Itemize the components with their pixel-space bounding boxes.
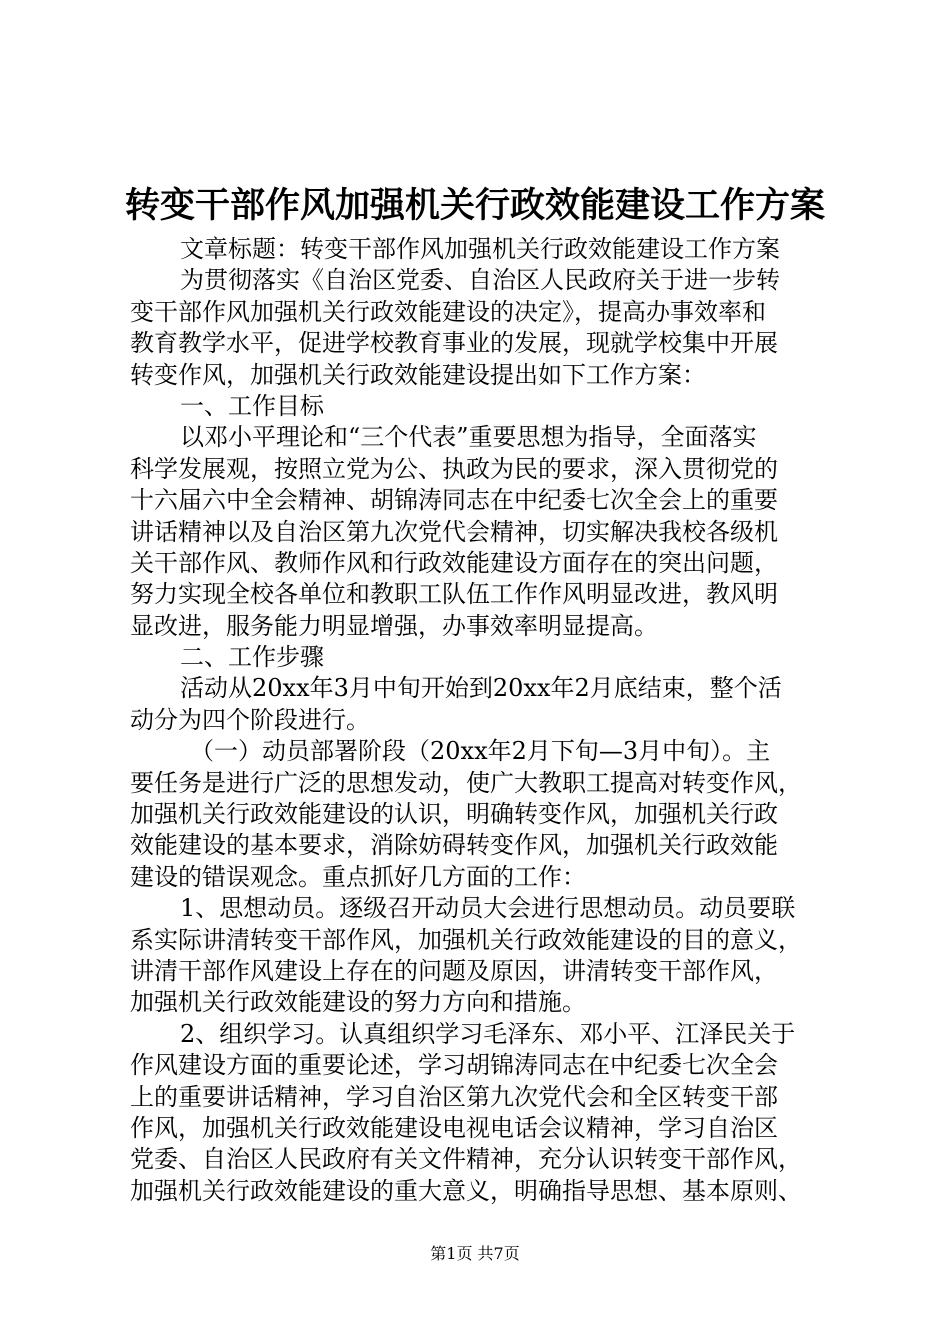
body-line: 以邓小平理论和“三个代表”重要思想为指导，全面落实	[180, 423, 757, 452]
body-line: （一）动员部署阶段（20xx年2月下旬—3月中旬）。主	[190, 737, 771, 766]
body-line: 科学发展观，按照立党为公、执政为民的要求，深入贯彻党的	[130, 454, 778, 483]
body-line: 讲话精神以及自治区第九次党代会精神，切实解决我校各级机	[130, 517, 778, 546]
body-line: 动分为四个阶段进行。	[130, 705, 370, 734]
body-line: 讲清干部作风建设上存在的问题及原因，讲清转变干部作风，	[130, 956, 778, 985]
body-line: 一、工作目标	[180, 391, 324, 420]
body-line: 系实际讲清转变干部作风，加强机关行政效能建设的目的意义，	[130, 925, 802, 954]
body-line: 为贯彻落实《自治区党委、自治区人民政府关于进一步转	[180, 266, 780, 295]
body-line: 要任务是进行广泛的思想发动，使广大教职工提高对转变作风，	[130, 768, 802, 797]
body-line: 加强机关行政效能建设的认识，明确转变作风，加强机关行政	[130, 800, 778, 829]
body-line: 显改进，服务能力明显增强，办事效率明显提高。	[130, 611, 658, 640]
body-line: 关干部作风、教师作风和行政效能建设方面存在的突出问题，	[130, 548, 778, 577]
body-line: 教育教学水平，促进学校教育事业的发展，现就学校集中开展	[130, 329, 778, 358]
body-line: 变干部作风加强机关行政效能建设的决定》，提高办事效率和	[130, 297, 766, 326]
body-line: 作风建设方面的重要论述，学习胡锦涛同志在中纪委七次全会	[130, 1051, 778, 1080]
body-line: 2、组织学习。认真组织学习毛泽东、邓小平、江泽民关于	[180, 1019, 796, 1048]
body-line: 效能建设的基本要求，消除妨碍转变作风，加强机关行政效能	[130, 831, 778, 860]
body-line: 二、工作步骤	[180, 643, 324, 672]
body-line: 建设的错误观念。重点抓好几方面的工作：	[130, 862, 586, 891]
body-line: 党委、自治区人民政府有关文件精神，充分认识转变干部作风，	[130, 1145, 802, 1174]
body-line: 活动从20xx年3月中旬开始到20xx年2月底结束，整个活	[180, 674, 782, 703]
document-title: 转变干部作风加强机关行政效能建设工作方案	[124, 186, 825, 226]
body-line: 努力实现全校各单位和教职工队伍工作作风明显改进，教风明	[130, 580, 778, 609]
body-line: 十六届六中全会精神、胡锦涛同志在中纪委七次全会上的重要	[130, 486, 778, 515]
body-line: 1、思想动员。逐级召开动员大会进行思想动员。动员要联	[180, 894, 796, 923]
body-line: 转变作风，加强机关行政效能建设提出如下工作方案：	[130, 360, 706, 389]
body-line: 文章标题：转变干部作风加强机关行政效能建设工作方案	[180, 235, 780, 263]
document-body	[130, 234, 830, 1207]
body-line: 加强机关行政效能建设的努力方向和措施。	[130, 988, 586, 1017]
page-footer: 第1页 共7页	[430, 1244, 520, 1263]
body-line: 加强机关行政效能建设的重大意义，明确指导思想、基本原则、	[130, 1176, 802, 1205]
body-line: 作风，加强机关行政效能建设电视电话会议精神，学习自治区	[130, 1113, 778, 1142]
body-line: 上的重要讲话精神，学习自治区第九次党代会和全区转变干部	[130, 1082, 778, 1111]
